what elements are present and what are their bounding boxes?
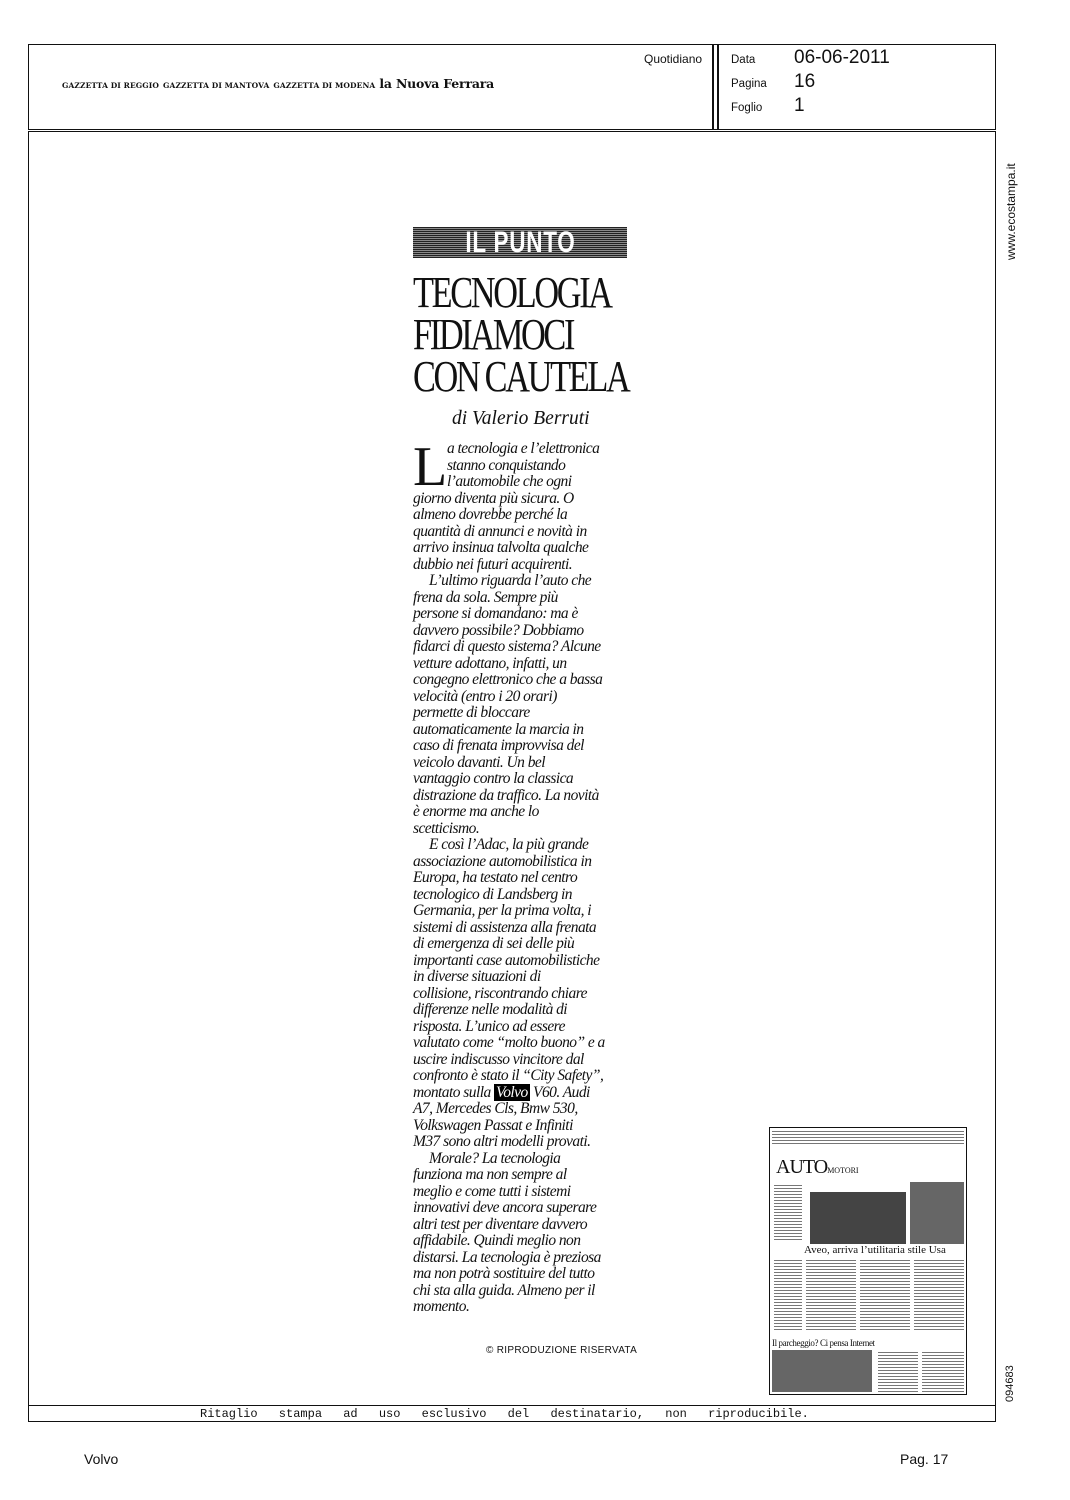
thumb-photo	[772, 1350, 872, 1392]
body-line: chi sta alla guida. Almeno per il	[413, 1281, 595, 1299]
body-line: distrazione da traffico. La novità	[413, 786, 599, 804]
body-line: dubbio nei futuri acquirenti.	[413, 555, 573, 573]
body-line: meglio e come tutti i sistemi	[413, 1182, 571, 1200]
body-line: l’automobile che ogni	[447, 473, 572, 490]
header-divider	[712, 44, 714, 130]
body-line: affidabile. Quindi meglio non	[413, 1232, 581, 1249]
body-line: stanno conquistando	[447, 456, 566, 474]
thumb-photo	[810, 1192, 906, 1244]
thumb-headline: Aveo, arriva l’utilitaria stile Usa	[804, 1244, 946, 1256]
body-line: a tecnologia e l’elettronica	[447, 440, 600, 457]
masthead-title: la Nuova Ferrara	[379, 76, 495, 91]
highlighted-brand: Volvo	[496, 1083, 528, 1101]
masthead	[62, 76, 494, 91]
body-line: uscire indiscusso vincitore dal	[413, 1050, 584, 1068]
thumb-column	[922, 1350, 964, 1392]
headline-line: TECNOLOGIA	[413, 268, 611, 317]
thumb-column	[860, 1260, 910, 1330]
body-line: permette di bloccare	[413, 704, 530, 721]
body-line: Europa, ha testato nel centro	[413, 869, 578, 886]
thumb-photo	[910, 1182, 964, 1244]
body-line: velocità (entro i 20 orari)	[413, 687, 557, 705]
thumb-column	[806, 1260, 856, 1330]
body-line: altri test per diventare davvero	[413, 1215, 588, 1233]
body-line: vantaggio contro la classica	[413, 770, 574, 787]
body-line: caso di frenata improvvisa del	[413, 737, 584, 754]
body-line: collisione, riscontrando chiare	[413, 984, 587, 1002]
side-code: 094683	[1004, 1365, 1016, 1402]
date-label: Data	[731, 54, 756, 66]
body-line: L’ultimo riguarda l’auto che	[429, 572, 592, 589]
body-line: vetture adottano, infatti, un	[413, 654, 567, 672]
body-line: risposta. L’unico ad essere	[413, 1017, 565, 1035]
body-line: ma non potrà sostituire del tutto	[413, 1265, 595, 1282]
body-line: è enorme ma anche lo	[413, 803, 539, 820]
body-line: Germania, per la prima volta, i	[413, 902, 591, 919]
body-line: almeno dovrebbe perché la	[413, 506, 568, 523]
body-line: associazione automobilistica in	[413, 852, 592, 870]
kicker-text: IL PUNTO	[464, 225, 576, 259]
masthead-title: GAZZETTA DI REGGIO	[62, 81, 160, 90]
copyright-notice: © RIPRODUZIONE RISERVATA	[486, 1345, 638, 1356]
body-line: valutato come “molto buono” e a	[413, 1034, 605, 1051]
masthead-title: GAZZETTA DI MANTOVA	[163, 81, 270, 90]
body-line: importanti case automobilistiche	[413, 951, 600, 969]
thumb-section-title: AUTOMOTORI	[776, 1156, 859, 1178]
body-line: in diverse situazioni di	[413, 968, 541, 985]
thumb-column	[774, 1260, 802, 1330]
body-line: tecnologico di Landsberg in	[413, 885, 572, 903]
thumb-top-bar	[772, 1130, 964, 1144]
thumb-column	[774, 1184, 802, 1240]
article-kicker	[413, 227, 627, 258]
body-line: funziona ma non sempre al	[413, 1166, 567, 1183]
side-url: www.ecostampa.it	[1004, 163, 1018, 260]
body-line: momento.	[413, 1298, 470, 1315]
body-line: M37 sono altri modelli provati.	[413, 1133, 591, 1150]
page-value: 16	[794, 71, 816, 92]
body-line: A7, Mercedes Cls, Bmw 530,	[413, 1100, 578, 1117]
body-line: confronto è stato il “City Safety”,	[413, 1067, 604, 1084]
sheet-value: 1	[794, 95, 805, 116]
body-line: Morale? La tecnologia	[429, 1149, 561, 1167]
sheet-label: Foglio	[731, 102, 763, 114]
thumb-column	[914, 1260, 964, 1330]
body-line: frena da sola. Sempre più	[413, 588, 558, 606]
drop-cap: L	[413, 436, 447, 498]
headline-line: CON CAUTELA	[413, 352, 629, 401]
body-line: davvero possibile? Dobbiamo	[413, 621, 584, 639]
body-line: arrivo insinua talvolta qualche	[413, 539, 589, 556]
footer-page-number: Pag. 17	[900, 1451, 949, 1467]
date-value: 06-06-2011	[794, 47, 890, 68]
publication-type: Quotidiano	[644, 52, 703, 66]
body-line: veicolo davanti. Un bel	[413, 753, 545, 771]
body-line: montato sulla Volvo V60. Audi	[413, 1083, 590, 1101]
body-line: automaticamente la marcia in	[413, 720, 584, 738]
body-line: giorno diventa più sicura. O	[413, 489, 574, 507]
body-line: innovativi deve ancora superare	[413, 1199, 597, 1216]
masthead-title: GAZZETTA DI MODENA	[273, 81, 376, 90]
article-headline	[413, 268, 689, 401]
headline-line: FIDIAMOCI	[413, 310, 574, 359]
header-divider	[717, 44, 719, 130]
footer-note: Ritaglio stampa ad uso esclusivo del destinatario, non riproducibile.	[200, 1407, 809, 1421]
body-line: scetticismo.	[413, 819, 480, 837]
footer-keyword: Volvo	[84, 1451, 119, 1467]
body-line: quantità di annunci e novità in	[413, 522, 587, 540]
body-line: differenze nelle modalità di	[413, 1001, 568, 1018]
page-label: Pagina	[731, 78, 767, 90]
thumb-column	[878, 1350, 918, 1392]
body-line: di emergenza di sei delle più	[413, 935, 575, 952]
body-line: Volkswagen Passat e Infiniti	[413, 1116, 573, 1134]
article-body	[413, 436, 631, 1316]
thumb-headline-2: Il parcheggio? Ci pensa Internet	[772, 1338, 875, 1348]
body-line: congegno elettronico che a bassa	[413, 671, 603, 688]
body-line: fidarci di questo sistema? Alcune	[413, 638, 601, 655]
body-line: persone si domandano: ma è	[413, 605, 578, 622]
body-line: E così l’Adac, la più grande	[429, 836, 589, 853]
body-line: sistemi di assistenza alla frenata	[413, 918, 597, 936]
byline: di Valerio Berruti	[452, 408, 590, 429]
page-thumbnail	[769, 1127, 967, 1395]
body-line: distarsi. La tecnologia è preziosa	[413, 1248, 601, 1266]
